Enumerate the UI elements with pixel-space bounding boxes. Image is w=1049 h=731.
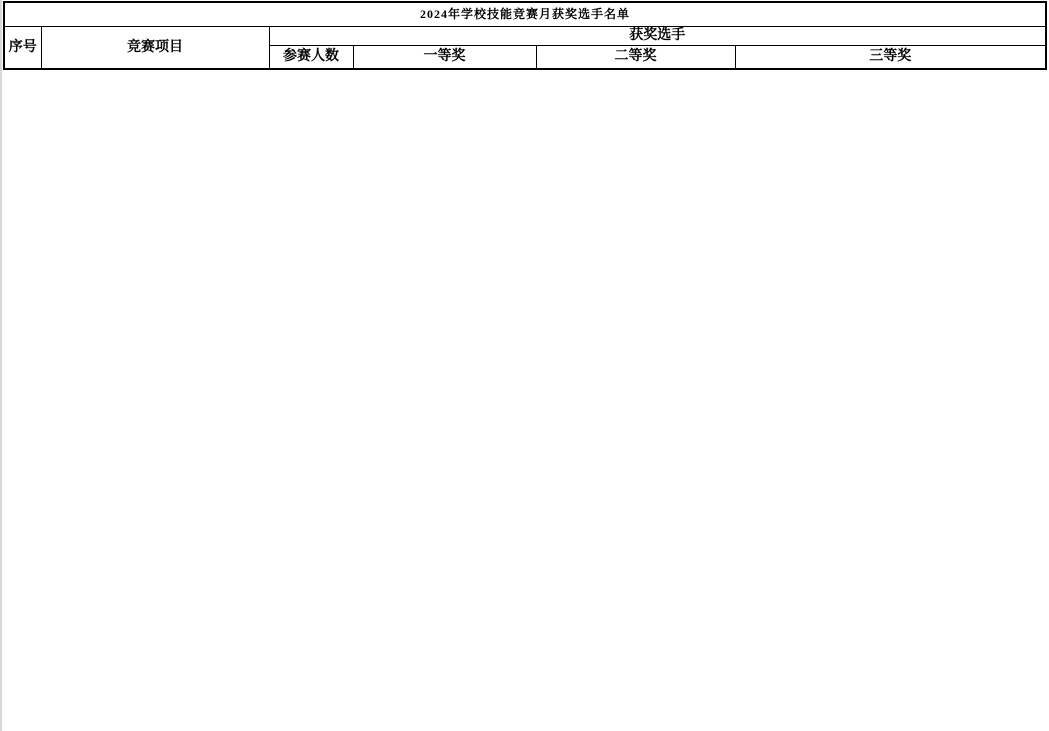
awards-table xyxy=(3,1,1047,70)
header-project[interactable]: 竞赛项目 xyxy=(41,27,269,70)
table-title[interactable]: 2024年学校技能竞赛月获奖选手名单 xyxy=(4,2,1046,27)
header-winners-group[interactable]: 获奖选手 xyxy=(269,27,1046,46)
window-edge-line xyxy=(0,0,2,731)
header-row-1 xyxy=(4,27,1046,46)
header-first-prize[interactable]: 一等奖 xyxy=(353,46,536,70)
header-third-prize[interactable]: 三等奖 xyxy=(735,46,1046,70)
header-participants[interactable]: 参赛人数 xyxy=(269,46,353,70)
title-row xyxy=(4,2,1046,27)
header-serial[interactable]: 序号 xyxy=(4,27,41,70)
header-second-prize[interactable]: 二等奖 xyxy=(536,46,735,70)
